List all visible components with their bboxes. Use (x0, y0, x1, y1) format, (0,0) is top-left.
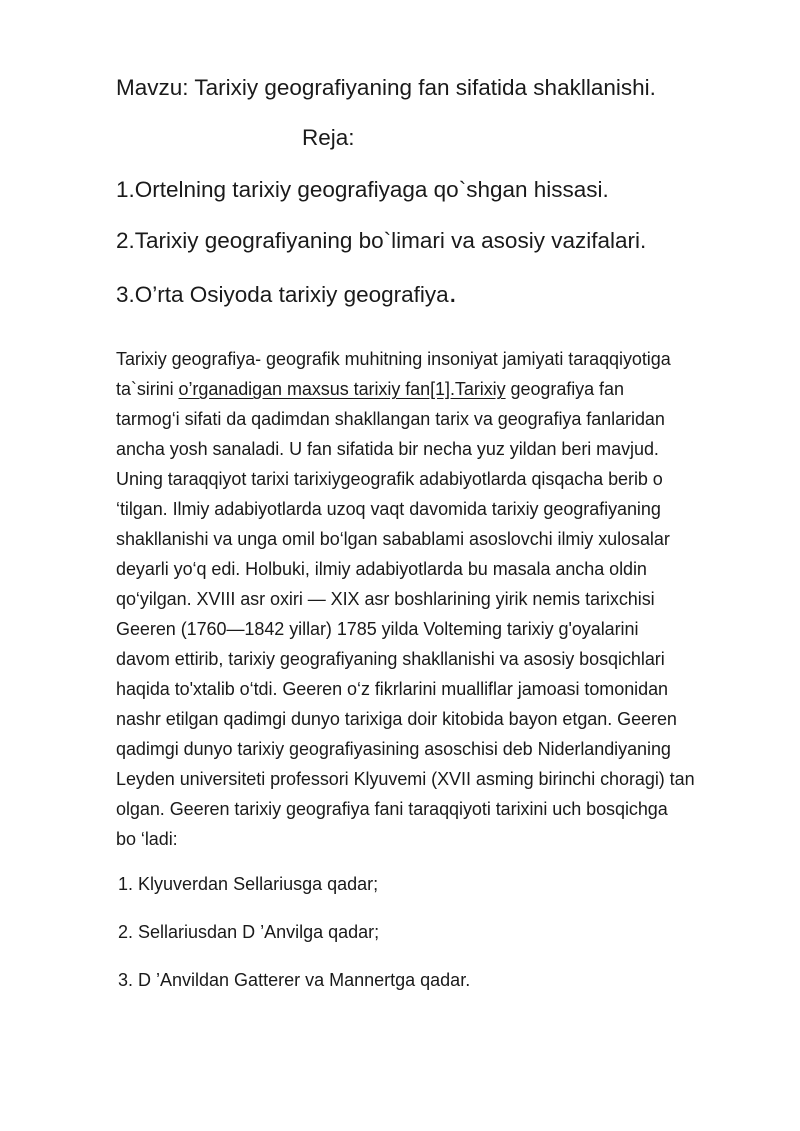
stages-list (118, 869, 470, 1013)
paragraph-line: qadimgi dunyo tarixiy geografiyasining asoschisi deb Niderlandiyaning (116, 739, 671, 759)
plan-heading: Reja: (302, 125, 355, 150)
plan-item-3-text: 3.O’rta Osiyoda tarixiy geografiya (116, 282, 449, 307)
paragraph-line: nashr etilgan qadimgi dunyo tarixiga doir kitobida bayon etgan. Geeren (116, 709, 677, 729)
plan-item-1: 1.Ortelning tarixiy geografiyaga qo`shgan hissasi. (116, 177, 609, 202)
paragraph-line: qo‘yilgan. XVIII asr oxiri — XIX asr boshlarining yirik nemis tarixchisi (116, 589, 655, 609)
body-paragraph (116, 344, 766, 854)
paragraph-line: ‘tilgan. Ilmiy adabiyotlarda uzoq vaqt davomida tarixiy geografiyaning (116, 499, 661, 519)
paragraph-line: haqida to'xtalib o‘tdi. Geeren o‘z fikrlarini mualliflar jamoasi tomonidan (116, 679, 669, 699)
paragraph-text: ta`sirini (116, 379, 179, 399)
list-item: 1. Klyuverdan Sellariusga qadar; (118, 874, 379, 894)
document-title: Mavzu: Tarixiy geografiyaning fan sifatida shakllanishi. (116, 75, 656, 100)
paragraph-line: olgan. Geeren tarixiy geografiya fani taraqqiyoti tarixini uch bosqichga (116, 799, 668, 819)
list-item: 2. Sellariusdan D ’Anvilga qadar; (118, 922, 380, 942)
paragraph-line: ancha yosh sanaladi. U fan sifatida bir necha yuz yildan beri mavjud. (116, 439, 659, 459)
paragraph-line: Geeren (1760—1842 yillar) 1785 yilda Volteming tarixiy g'oyalarini (116, 619, 639, 639)
paragraph-line: Uning taraqqiyot tarixi tarixiygeografik adabiyotlarda qisqacha berib o (116, 469, 663, 489)
paragraph-line: deyarli yo‘q edi. Holbuki, ilmiy adabiyotlarda bu masala ancha oldin (116, 559, 647, 579)
paragraph-line: Tarixiy geografiya- geografik muhitning insoniyat jamiyati taraqqiyotiga (116, 349, 671, 369)
paragraph-line: bo ‘ladi: (116, 829, 178, 849)
paragraph-line (116, 374, 766, 404)
plan-item-3 (116, 276, 457, 309)
paragraph-line: davom ettirib, tarixiy geografiyaning shakllanishi va asosiy bosqichlari (116, 649, 665, 669)
paragraph-line: shakllanishi va unga omil bo‘lgan sabablami asoslovchi ilmiy xulosalar (116, 529, 670, 549)
list-item: 3. D ’Anvildan Gatterer va Mannertga qadar. (118, 970, 471, 990)
plan-item-2: 2.Tarixiy geografiyaning bo`limari va asosiy vazifalari. (116, 228, 647, 253)
footnote-link[interactable]: o’rganadigan maxsus tarixiy fan[1].Tarixiy (178, 379, 506, 399)
paragraph-line: Leyden universiteti professori Klyuvemi (XVII asming birinchi choragi) tan (116, 769, 695, 789)
paragraph-text: geografiya fan (505, 379, 624, 399)
paragraph-line: tarmog‘i sifati da qadimdan shakllangan tarix va geografiya fanlaridan (116, 409, 665, 429)
plan-item-3-period: . (448, 276, 457, 309)
